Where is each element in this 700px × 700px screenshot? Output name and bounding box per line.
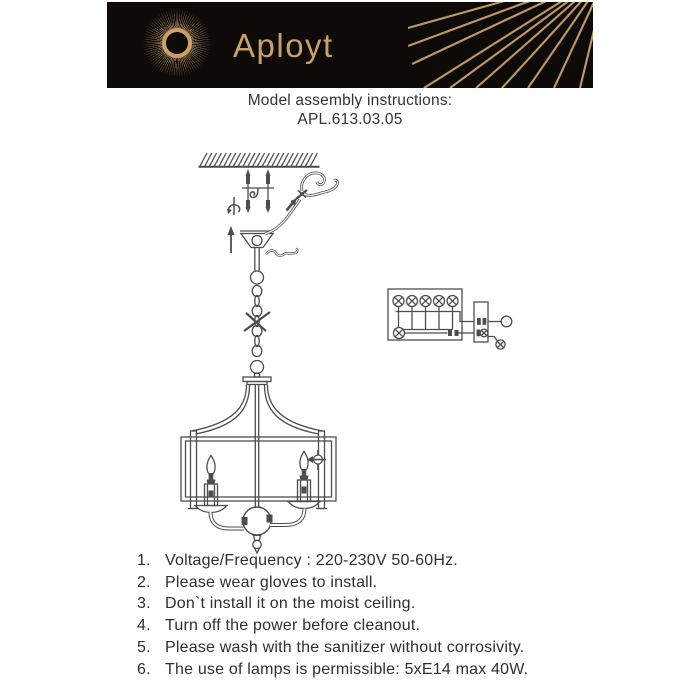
instruction-number: 4. bbox=[137, 617, 151, 635]
instruction-number: 6. bbox=[137, 660, 151, 678]
model-code: APL.613.03.05 bbox=[297, 110, 403, 128]
instruction-text: Please wash with the sanitizer without corrosivity. bbox=[165, 638, 525, 656]
instruction-text: The use of lamps is permissible: 5xE14 max 40W. bbox=[165, 660, 529, 678]
instruction-text: Don`t install it on the moist ceiling. bbox=[165, 595, 416, 613]
instruction-number: 5. bbox=[137, 638, 151, 656]
terminal-block bbox=[474, 302, 488, 342]
title-block bbox=[0, 92, 700, 129]
screw-rotate-icon bbox=[227, 197, 240, 215]
brand-name: Aployt bbox=[233, 27, 334, 64]
instruction-item bbox=[137, 593, 597, 615]
ceiling-hook-icon bbox=[250, 188, 258, 198]
instruction-item bbox=[137, 659, 597, 681]
canopy-wire-icon bbox=[266, 249, 297, 256]
ground-terminal bbox=[488, 337, 505, 350]
bulb-rotate-icon bbox=[307, 450, 326, 470]
center-ball-finial bbox=[211, 507, 305, 553]
instruction-number: 3. bbox=[137, 595, 151, 613]
instructions-list bbox=[137, 550, 597, 680]
candle-bulb-left bbox=[194, 456, 228, 513]
instruction-item bbox=[137, 637, 597, 659]
wiring-schematic bbox=[388, 289, 512, 349]
up-arrow-icon bbox=[228, 226, 235, 253]
brand-banner bbox=[107, 2, 593, 88]
instruction-item bbox=[137, 572, 597, 594]
instruction-item bbox=[137, 550, 597, 572]
instruction-item bbox=[137, 615, 597, 637]
wire-twist-connection bbox=[265, 173, 338, 234]
instruction-number: 1. bbox=[137, 552, 151, 569]
page-title: Model assembly instructions: bbox=[247, 92, 453, 109]
instruction-text: Voltage/Frequency : 220-230V 50-60Hz. bbox=[165, 552, 458, 569]
supply-terminal bbox=[488, 316, 512, 327]
assembly-diagram bbox=[120, 140, 580, 555]
instruction-text: Please wear gloves to install. bbox=[165, 573, 378, 591]
ceiling bbox=[199, 153, 320, 167]
rays-decoration-icon bbox=[408, 2, 593, 88]
instruction-number: 2. bbox=[137, 573, 151, 591]
lamp-symbols bbox=[393, 296, 458, 307]
sunburst-core-icon bbox=[166, 32, 188, 54]
instruction-text: Turn off the power before cleanout. bbox=[165, 617, 421, 635]
